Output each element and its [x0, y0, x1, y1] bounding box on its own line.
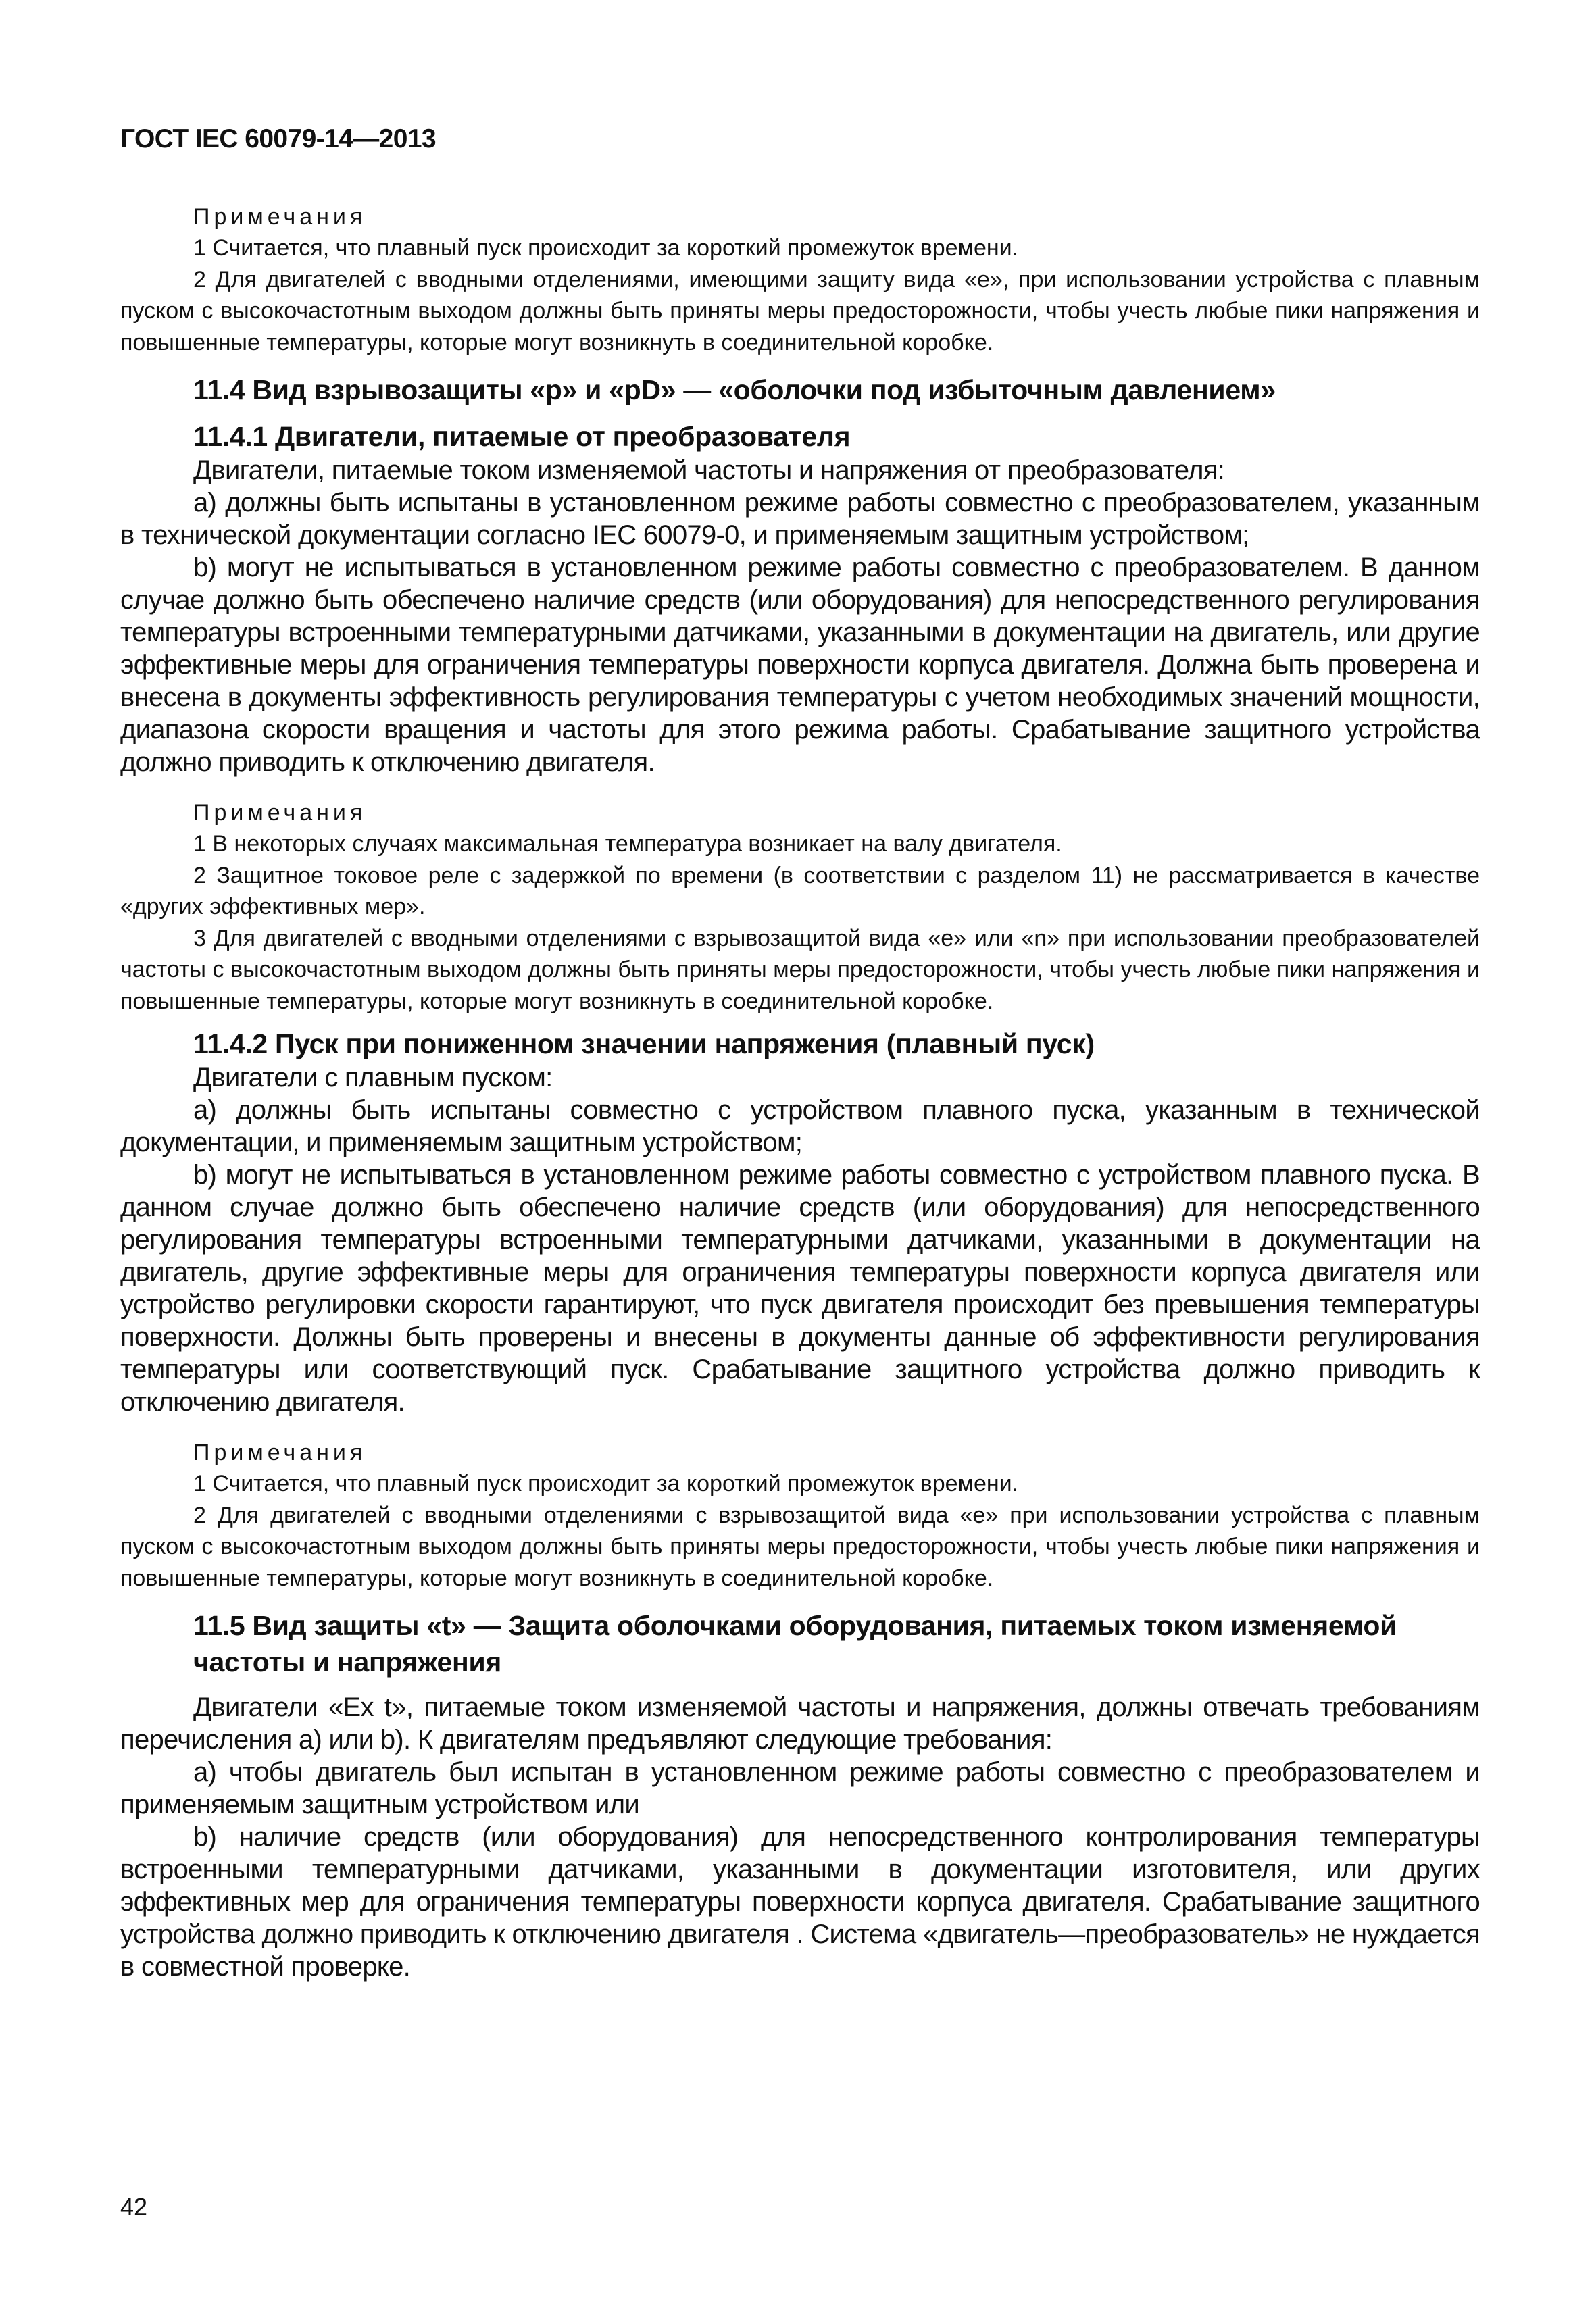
- paragraph: а) должны быть испытаны совместно с устройством плавного пуска, указанным в технической документации, и применяемым защитным устройством;: [120, 1095, 1480, 1157]
- notes-block-3: [120, 1437, 1480, 1594]
- notes-block-1: [120, 201, 1480, 358]
- document-code: ГОСТ IEC 60079-14—2013: [120, 124, 437, 153]
- note-item: 1 В некоторых случаях максимальная температура возникает на валу двигателя.: [193, 831, 1062, 857]
- section-heading-11-4-2: 11.4.2 Пуск при пониженном значении напряжения (плавный пуск): [193, 1028, 1095, 1059]
- note-item: 1 Считается, что плавный пуск происходит за короткий промежуток времени.: [193, 235, 1019, 261]
- page-number: 42: [120, 2193, 148, 2221]
- notes-title: Примечания: [193, 800, 367, 826]
- paragraph: b) наличие средств (или оборудования) для непосредственного контролирования температуры встроенными температурными датчиками, указанными в документации изготовителя, или других эффективных мер для ограничения температуры поверхности корпуса двигателя. Срабатывание защитного устройства должно приводить к отключению двигателя . Система «двигатель—преобразователь» не нуждается в совместной проверке.: [120, 1822, 1480, 1982]
- notes-block-2: [120, 797, 1480, 1017]
- notes-title: Примечания: [193, 1440, 367, 1465]
- paragraph: b) могут не испытываться в установленном режиме работы совместно с устройством плавного пуска. В данном случае должно быть обеспечено наличие средств (или оборудования) для непосредственного регулирования температуры встроенными температурными датчиками, указанными в документации на двигатель, другие эффективные меры для ограничения температуры поверхности корпуса двигателя или устройство регулировки скорости гарантируют, что пуск двигателя происходит без превышения температуры поверхности. Должны быть проверены и внесены в документы данные об эффективности регулирования температуры или соответствующий пуск. Срабатывание защитного устройства должно приводить к отключению двигателя.: [120, 1160, 1480, 1417]
- section-heading-11-4-1: 11.4.1 Двигатели, питаемые от преобразователя: [193, 421, 851, 452]
- note-item: 3 Для двигателей с вводными отделениями с взрывозащитой вида «е» или «n» при использовании преобразователей частоты с высокочастотным выходом должны быть приняты меры предосторожности, чтобы учесть любые пики напряжения и повышенные температуры, которые могут возникнуть в соединительной коробке.: [120, 925, 1480, 1014]
- document-page: [120, 0, 1480, 2314]
- section-heading-11-5: 11.5 Вид защиты «t» — Защита оболочками оборудования, питаемых током изменяемой частоты и напряжения: [193, 1610, 1397, 1678]
- note-item: 2 Для двигателей с вводными отделениями, имеющими защиту вида «е», при использовании устройства с плавным пуском с высокочастотным выходом должны быть приняты меры предосторожности, чтобы учесть любые пики напряжения и повышенные температуры, которые могут возникнуть в соединительной коробке.: [120, 266, 1480, 355]
- paragraph: а) чтобы двигатель был испытан в установленном режиме работы совместно с преобразователем и применяемым защитным устройством или: [120, 1757, 1480, 1819]
- note-item: 1 Считается, что плавный пуск происходит за короткий промежуток времени.: [193, 1471, 1019, 1496]
- page-content: [120, 201, 1480, 1983]
- note-item: 2 Для двигателей с вводными отделениями с взрывозащитой вида «е» при использовании устройства с плавным пуском с высокочастотным выходом должны быть приняты меры предосторожности, чтобы учесть любые пики напряжения и повышенные температуры, которые могут возникнуть в соединительной коробке.: [120, 1502, 1480, 1591]
- note-item: 2 Защитное токовое реле с задержкой по времени (в соответствии с разделом 11) не рассматривается в качестве «других эффективных мер».: [120, 862, 1480, 920]
- notes-title: Примечания: [193, 204, 367, 230]
- paragraph: а) должны быть испытаны в установленном режиме работы совместно с преобразователем, указанным в технической документации согласно IEC 60079-0, и применяемым защитным устройством;: [120, 488, 1480, 550]
- paragraph: Двигатели с плавным пуском:: [193, 1063, 553, 1092]
- paragraph: Двигатели «Ex t», питаемые током изменяемой частоты и напряжения, должны отвечать требованиям перечисления а) или b). К двигателям предъявляют следующие требования:: [120, 1692, 1480, 1755]
- paragraph: Двигатели, питаемые током изменяемой частоты и напряжения от преобразователя:: [193, 455, 1225, 485]
- section-heading-11-4: 11.4 Вид взрывозащиты «р» и «pD» — «оболочки под избыточным давлением»: [193, 374, 1276, 405]
- paragraph: b) могут не испытываться в установленном режиме работы совместно с преобразователем. В данном случае должно быть обеспечено наличие средств (или оборудования) для непосредственного регулирования температуры встроенными температурными датчиками, указанными в документации на двигатель, или другие эффективные меры для ограничения температуры поверхности корпуса двигателя. Должна быть проверена и внесена в документы эффективность регулирования температуры с учетом необходимых значений мощности, диапазона скорости вращения и частоты для этого режима работы. Срабатывание защитного устройства должно приводить к отключению двигателя.: [120, 553, 1480, 777]
